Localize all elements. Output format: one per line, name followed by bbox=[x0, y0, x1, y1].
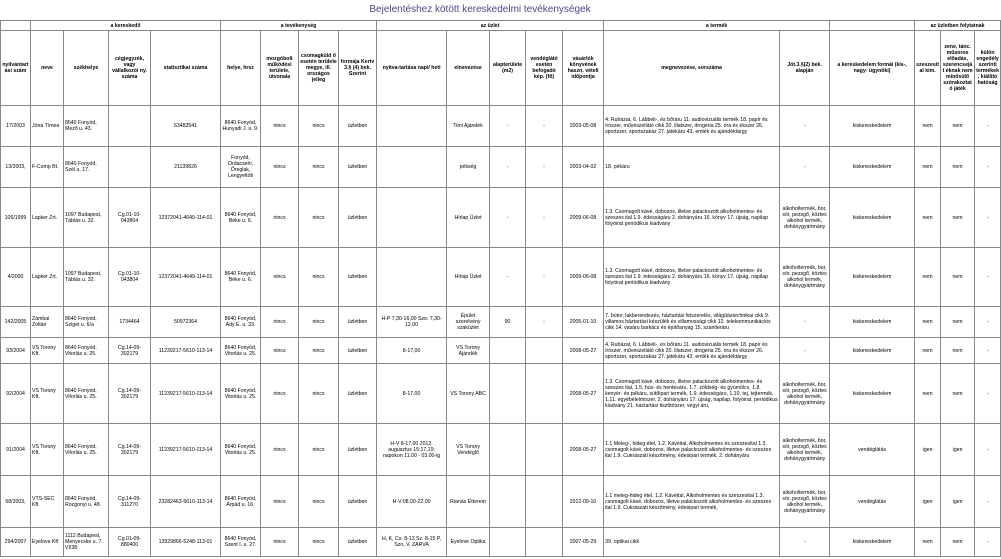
table-cell: - bbox=[780, 307, 830, 338]
table-cell: Cg.14-09-302179 bbox=[109, 424, 151, 476]
table-cell bbox=[490, 338, 526, 364]
table-cell: Épület szerelvény szaküzlet bbox=[447, 307, 490, 338]
table-cell: VS Torony Ajándék bbox=[447, 338, 490, 364]
column-header: helye, hrsz bbox=[221, 31, 261, 106]
table-cell: 1.1 meleg-hideg étel, 1.2. Kávéital, Alkoholmentes és szeszesital 1.3. csomagolt kávé, dobozos, illetve palackozott alkoholmentes- és szeszes ital 1.9. Cukrászati készítmény, édesipari termék, bbox=[604, 476, 780, 528]
table-cell: - bbox=[780, 528, 830, 557]
table-cell: H-P 7,30-16,00 Szo: 7,30-12,00 bbox=[377, 307, 447, 338]
table-cell: kiskereskedelem bbox=[830, 106, 915, 147]
table-cell: 90 bbox=[490, 307, 526, 338]
column-header: statisztikai száma bbox=[151, 31, 221, 106]
table-cell: nem bbox=[915, 528, 941, 557]
table-cell: igen bbox=[941, 476, 975, 528]
table-cell: nincs bbox=[261, 106, 299, 147]
header-row bbox=[1, 31, 1001, 106]
table-cell: 2009-06-08 bbox=[563, 188, 604, 248]
table-cell: 8640 Fonyód, Mező u. 43. bbox=[64, 106, 109, 147]
registry-table bbox=[0, 20, 1001, 557]
table-cell: H-V 8-17,00 2012. augusztus 15;17,19; napokon 11.00 - 03.00-ig bbox=[377, 424, 447, 476]
table-cell: - bbox=[490, 248, 526, 307]
table-cell: 92/2004 bbox=[1, 364, 31, 424]
table-cell: nem bbox=[915, 106, 941, 147]
table-cell: 8640 Fonyód, Rozgonyi u. 48. bbox=[64, 476, 109, 528]
table-cell bbox=[109, 106, 151, 147]
table-cell: 8640 Fonyód, Béke u. 6. bbox=[221, 188, 261, 248]
table-cell: 8640 Fonyód, Vitorlás u. 25. bbox=[64, 338, 109, 364]
table-row bbox=[1, 338, 1001, 364]
table-cell: 8-17,00 bbox=[377, 338, 447, 364]
table-cell: 8640 Fonyód, Sziget u. 6/a bbox=[64, 307, 109, 338]
table-cell: 4/2000 bbox=[1, 248, 31, 307]
table-cell: alkoholtermék, bor, sör, pezsgő, köztes alkohol termék, dohánygyártmány bbox=[780, 188, 830, 248]
table-cell: 8640 Fonyód, Hunyadi J. u. 9. bbox=[221, 106, 261, 147]
table-cell: nincs bbox=[261, 476, 299, 528]
table-cell bbox=[526, 338, 563, 364]
table-cell: - bbox=[526, 106, 563, 147]
table-cell: nincs bbox=[299, 248, 339, 307]
table-cell: 1.1 Meleg-, hideg étel, 1.2. Kávéital, Alkoholmentes és szeszesital 1.3. csomagolt kávé, dobozos, illetve palackozott alkoholmentes- és szeszes ital 1.9. Cukrászati készítmény, édesipari termék, 2. dohányáru bbox=[604, 424, 780, 476]
group-tevekenyseg: a tevékenység bbox=[221, 21, 377, 31]
table-cell: nem bbox=[915, 307, 941, 338]
table-cell: - bbox=[490, 188, 526, 248]
table-cell: - bbox=[526, 307, 563, 338]
table-cell: 23282463-5610-113-14 bbox=[151, 476, 221, 528]
column-header: neve bbox=[31, 31, 64, 106]
table-cell: Rianás Étterem bbox=[447, 476, 490, 528]
table-cell: Zámbai Zoltán bbox=[31, 307, 64, 338]
table-cell: 7. bútor, lakberendezés, háztartási felszerelés, világítástechnikai cikk 9. villamos háztartási készülék és villamossági cikk 12. telekommunikációs cikk 14. vasáru barkács és építőanyag 15. szaniteráru bbox=[604, 307, 780, 338]
table-row bbox=[1, 147, 1001, 188]
table-cell bbox=[526, 476, 563, 528]
table-cell: 8640 Fonyód, Szent I. u. 27. bbox=[221, 528, 261, 557]
table-cell: 12372041-4649-114-01 bbox=[151, 248, 221, 307]
table-cell: 1.3. Csomagolt kávé, dobozos, illetve palackozott alkoholmentes- és szeszes ital 1.9. édesságáru 2. dohányáru 16. könyv 17. újság, napilap folyóirat periódikus kiadvány bbox=[604, 188, 780, 248]
table-cell: 1734464 bbox=[109, 307, 151, 338]
column-header: megnevezése, sorszáma bbox=[604, 31, 780, 106]
table-cell: 8640 Fonyód, Vitorlás u. 25. bbox=[221, 424, 261, 476]
table-cell: pékség bbox=[447, 147, 490, 188]
table-cell: nincs bbox=[261, 307, 299, 338]
table-cell: Cg.01-10-043804 bbox=[109, 248, 151, 307]
table-cell: Eyelove Kft bbox=[31, 528, 64, 557]
table-cell: nem bbox=[941, 147, 975, 188]
column-header: vendéglátó esetén befogadó kép. (fő) bbox=[526, 31, 563, 106]
table-cell: alkoholtermék, bor, sör, pezsgő, köztes alkohol termék, dohánygyártmány bbox=[780, 364, 830, 424]
table-cell: Timi Ajándék bbox=[447, 106, 490, 147]
table-cell bbox=[526, 528, 563, 557]
table-cell: 13929866-5248-113-01 bbox=[151, 528, 221, 557]
table-cell: - bbox=[975, 106, 1001, 147]
group-empty-1 bbox=[1, 21, 31, 31]
column-header: szeszesital kim. bbox=[915, 31, 941, 106]
table-cell: 1.3. Csomagolt kávé, dobozos, illetve palackozott alkoholmentes- és szeszes ital 1.9. édesságáru 2. dohányáru 16. könyv 17. újság, napilap folyóirat periódikus kiadvány bbox=[604, 248, 780, 307]
table-cell: üzletben bbox=[339, 106, 377, 147]
table-cell: nem bbox=[915, 338, 941, 364]
table-cell: - bbox=[975, 248, 1001, 307]
table-cell: 142/2005 bbox=[1, 307, 31, 338]
table-cell: 8640 Fonyód, Árpád u. 16. bbox=[221, 476, 261, 528]
table-cell: nem bbox=[941, 188, 975, 248]
table-cell: 11239217-5610-113-14 bbox=[151, 338, 221, 364]
table-cell: 11239217-5610-113-14 bbox=[151, 424, 221, 476]
table-cell: alkoholtermék, bor, sör, pezsgő, köztes alkohol termék, dohánygyártmány bbox=[780, 424, 830, 476]
column-header: alapterülete (m2) bbox=[490, 31, 526, 106]
table-cell: H-V:08.00-22.00 bbox=[377, 476, 447, 528]
table-cell: 8640 Fonyód, Szél u. 17. bbox=[64, 147, 109, 188]
table-cell: 13/2003, bbox=[1, 147, 31, 188]
table-cell: 2008-05-27 bbox=[563, 338, 604, 364]
table-cell: 8640 Fonyód, Ady E. u. 33. bbox=[221, 307, 261, 338]
page-title: Bejelentéshez kötött kereskedelmi tevékenységek bbox=[369, 4, 591, 15]
table-cell: 93/2004 bbox=[1, 338, 31, 364]
table-cell: nem bbox=[941, 528, 975, 557]
table-cell: 2008-05-27 bbox=[563, 364, 604, 424]
table-cell: 8-17,00 bbox=[377, 364, 447, 424]
column-header: Jöt.3.§(2) bek. alapján bbox=[780, 31, 830, 106]
table-cell: nincs bbox=[299, 338, 339, 364]
table-cell: - bbox=[526, 147, 563, 188]
table-cell: 2012-09-10 bbox=[563, 476, 604, 528]
table-cell: 8640 Fonyód, Vitorlás u. 25. bbox=[221, 364, 261, 424]
table-row bbox=[1, 248, 1001, 307]
table-cell: kiskereskedelem bbox=[830, 364, 915, 424]
table-cell bbox=[490, 424, 526, 476]
group-uzlet: az üzlet bbox=[377, 21, 604, 31]
table-cell: 294/2007 bbox=[1, 528, 31, 557]
table-cell: 17/2003 bbox=[1, 106, 31, 147]
table-cell: nem bbox=[941, 248, 975, 307]
table-cell: igen bbox=[941, 424, 975, 476]
table-cell: 12372041-4649-114-01 bbox=[151, 188, 221, 248]
table-cell bbox=[526, 424, 563, 476]
table-row bbox=[1, 476, 1001, 528]
table-cell: nincs bbox=[261, 338, 299, 364]
table-cell: Cg.14-09-302179 bbox=[109, 364, 151, 424]
table-cell: - bbox=[975, 338, 1001, 364]
table-cell: 2009-06-08 bbox=[563, 248, 604, 307]
table-cell: 1097 Budapest, Táblás u. 32. bbox=[64, 248, 109, 307]
table-cell: Cg.14-09-311270 bbox=[109, 476, 151, 528]
table-row bbox=[1, 528, 1001, 557]
table-cell: nincs bbox=[299, 528, 339, 557]
table-cell: 1097 Budapest, Táblás u. 32. bbox=[64, 188, 109, 248]
table-cell bbox=[526, 364, 563, 424]
table-cell: 68/2003, bbox=[1, 476, 31, 528]
table-cell: nem bbox=[915, 147, 941, 188]
table-cell: VS Torony ABC bbox=[447, 364, 490, 424]
table-cell: 21139826 bbox=[151, 147, 221, 188]
table-cell: nincs bbox=[299, 364, 339, 424]
column-header: nyilvántart ási szám bbox=[1, 31, 31, 106]
table-cell: - bbox=[975, 476, 1001, 528]
group-folytat: az üzletben folytatnak bbox=[915, 21, 1001, 31]
table-cell: - bbox=[975, 364, 1001, 424]
table-cell: - bbox=[526, 188, 563, 248]
table-cell: vendéglátás bbox=[830, 476, 915, 528]
table-cell: VS Torony Kft. bbox=[31, 338, 64, 364]
table-cell: igen bbox=[915, 424, 941, 476]
table-cell: kiskereskedelem bbox=[830, 188, 915, 248]
table-cell: - bbox=[780, 147, 830, 188]
table-cell: - bbox=[490, 106, 526, 147]
table-row bbox=[1, 307, 1001, 338]
table-cell: Lapker Zrt. bbox=[31, 188, 64, 248]
table-cell: üzletben bbox=[339, 248, 377, 307]
table-cell: 8640 Fonyód, Vitorlás u. 25. bbox=[64, 364, 109, 424]
table-cell: üzletben bbox=[339, 364, 377, 424]
table-cell bbox=[490, 528, 526, 557]
table-cell: VS Torony Vendéglő bbox=[447, 424, 490, 476]
column-header: nyitva-tartása napi/ heti bbox=[377, 31, 447, 106]
table-cell: Cg.14-09-302179 bbox=[109, 338, 151, 364]
column-header: zene, tánc. műsoros előadás, szerencseját éknak nem minősülő szórakoztat ó játék bbox=[941, 31, 975, 106]
table-cell: üzletben bbox=[339, 476, 377, 528]
table-cell: nincs bbox=[299, 106, 339, 147]
table-cell: üzletben bbox=[339, 528, 377, 557]
table-cell: VS Torony Kft. bbox=[31, 424, 64, 476]
table-cell: - bbox=[780, 106, 830, 147]
table-cell: 1.3. Csomagolt kávé, dobozos, illetve palackozott alkoholmentes- és szeszes ital, 1.5. hús- és hentesáru, 1.7. zöldség- és gyümölcs, 1.8. kenyér- és pékáru, sütőipari termék, 1.9. édességáru, 1.10. tej, tejtermék, 1.11. egyébélelmiszer, 2. dohányáru 17. újság, napilap, folyóirat, periódikus kiadvány 21. háztartási tisztítószer, vegyi áru, bbox=[604, 364, 780, 424]
table-cell: 8640 Fonyód, Béke u. 6. bbox=[221, 248, 261, 307]
table-cell bbox=[109, 147, 151, 188]
column-header: csomagküld ő esetén területe megye, ill. országos jelleg bbox=[299, 31, 339, 106]
table-cell: nincs bbox=[261, 424, 299, 476]
table-cell bbox=[490, 364, 526, 424]
group-empty-2 bbox=[830, 21, 915, 31]
table-cell: nincs bbox=[299, 307, 339, 338]
table-cell: nem bbox=[941, 307, 975, 338]
table-cell: 91/2004 bbox=[1, 424, 31, 476]
table-cell: 2007-05-29 bbox=[563, 528, 604, 557]
table-cell: nem bbox=[941, 364, 975, 424]
table-cell: Eyelove Optika bbox=[447, 528, 490, 557]
table-cell: nincs bbox=[261, 147, 299, 188]
table-cell: kiskereskedelem bbox=[830, 338, 915, 364]
group-termek: a termék bbox=[604, 21, 830, 31]
table-cell: 106/1999 bbox=[1, 188, 31, 248]
table-cell: 63483541 bbox=[151, 106, 221, 147]
table-cell: nincs bbox=[299, 424, 339, 476]
table-cell: nincs bbox=[299, 188, 339, 248]
table-cell: 2003-05-08 bbox=[563, 106, 604, 147]
table-cell: nem bbox=[915, 248, 941, 307]
table-cell: nincs bbox=[261, 248, 299, 307]
table-body bbox=[1, 106, 1001, 557]
table-cell: F-Comp Bt. bbox=[31, 147, 64, 188]
table-row bbox=[1, 188, 1001, 248]
table-cell: nincs bbox=[261, 364, 299, 424]
table-cell: - bbox=[975, 424, 1001, 476]
table-cell: kiskereskedelem bbox=[830, 248, 915, 307]
table-cell: 11239217-5610-113-14 bbox=[151, 364, 221, 424]
table-cell bbox=[377, 106, 447, 147]
table-cell: üzletben bbox=[339, 188, 377, 248]
table-cell: 2005-01-10 bbox=[563, 307, 604, 338]
column-header: vásárlók könyvének haszn. vételi időpontja bbox=[563, 31, 604, 106]
table-row bbox=[1, 106, 1001, 147]
table-cell: nem bbox=[941, 106, 975, 147]
table-cell: nem bbox=[941, 338, 975, 364]
table-cell: H, K, Cs. 8-13 Sz. 8-15 P, Szo, V, ZÁRVA bbox=[377, 528, 447, 557]
table-cell: üzletben bbox=[339, 424, 377, 476]
table-cell: kiskereskedelem bbox=[830, 528, 915, 557]
table-cell: 2008-05-27 bbox=[563, 424, 604, 476]
table-cell: üzletben bbox=[339, 307, 377, 338]
table-cell: - bbox=[526, 248, 563, 307]
table-cell: 8640 Fonyód, Vitorlás u. 25. bbox=[64, 424, 109, 476]
table-cell: Lapker Zrt. bbox=[31, 248, 64, 307]
table-cell: - bbox=[975, 528, 1001, 557]
table-cell: üzletben bbox=[339, 147, 377, 188]
column-header: a kereskedelem formái (kis-, nagy- ügynöki) bbox=[830, 31, 915, 106]
table-cell: 4. Ruházat, 6. Lábbeli-, és bőráru 11. audiovizuális termék 18. papír és írószer, művészellátó cikk 20. illatszer, drogéria 25. óra és ékszer 26. sportszer, sportszakáz 27. játékáru 43. emlék és ajándéktárgy bbox=[604, 106, 780, 147]
column-header: mozgóbolt működési területe, útvonala bbox=[261, 31, 299, 106]
table-cell: - bbox=[975, 147, 1001, 188]
table-cell: - bbox=[780, 338, 830, 364]
table-row bbox=[1, 424, 1001, 476]
table-cell: - bbox=[490, 147, 526, 188]
table-cell: Hírlap Üzlet bbox=[447, 248, 490, 307]
table-cell: 1112 Budapest, Menyecske u. 7. VI/38. bbox=[64, 528, 109, 557]
table-cell: Cg.01-09-880400 bbox=[109, 528, 151, 557]
column-header: székhelye bbox=[64, 31, 109, 106]
table-cell: kiskereskedelem bbox=[830, 307, 915, 338]
table-cell: Cg.01-10-043804 bbox=[109, 188, 151, 248]
table-cell: üzletben bbox=[339, 338, 377, 364]
table-row bbox=[1, 364, 1001, 424]
table-cell: - bbox=[975, 188, 1001, 248]
table-cell: Jóna Tímea bbox=[31, 106, 64, 147]
table-cell bbox=[377, 248, 447, 307]
table-cell: 18. pékáru bbox=[604, 147, 780, 188]
table-cell: 2003-04-02 bbox=[563, 147, 604, 188]
table-cell: nem bbox=[915, 364, 941, 424]
table-cell: Fonyód, Ordacsehi, Öreglak, Lengyeltóti bbox=[221, 147, 261, 188]
column-header: cégjegyzék, vagy vállalkozói ny. száma bbox=[109, 31, 151, 106]
table-cell: nincs bbox=[261, 188, 299, 248]
table-cell: 50972364 bbox=[151, 307, 221, 338]
table-cell: vendéglátás bbox=[830, 424, 915, 476]
table-cell bbox=[377, 147, 447, 188]
table-cell: alkoholtermék, bor, sör, pezsgő, köztes alkohol termék, dohánygyártmány bbox=[780, 248, 830, 307]
column-header: elnevezése bbox=[447, 31, 490, 106]
table-cell bbox=[490, 476, 526, 528]
table-cell: nincs bbox=[299, 147, 339, 188]
table-cell: - bbox=[975, 307, 1001, 338]
table-cell: 8640 Fonyód, Vitorlás u. 25. bbox=[221, 338, 261, 364]
table-cell bbox=[377, 188, 447, 248]
table-cell: 39. optikai cikk bbox=[604, 528, 780, 557]
table-cell: Hírlap Üzlet bbox=[447, 188, 490, 248]
column-header: formája Kertv 3.§ (4) bek. Szerint bbox=[339, 31, 377, 106]
table-cell: VTS-SEC Kft bbox=[31, 476, 64, 528]
table-cell: nem bbox=[915, 188, 941, 248]
table-cell: nincs bbox=[261, 528, 299, 557]
table-cell: kiskereskedelem bbox=[830, 147, 915, 188]
column-header: külön engedély szerinti termékek, kiállító hatóság bbox=[975, 31, 1001, 106]
table-cell: VS Torony Kft. bbox=[31, 364, 64, 424]
table-cell: nincs bbox=[299, 476, 339, 528]
table-cell: alkoholtermék, bor, sör, pezsgő, köztes alkohol termék, dohánygyártmány bbox=[780, 476, 830, 528]
table-cell: igen bbox=[915, 476, 941, 528]
group-kereskedo: a kereskedő bbox=[31, 21, 221, 31]
table-cell: 4. Ruházat, 6. Lábbeli-, és bőráru 11. audiovizuális termék 18. papír és írószer, művészellátó cikk 20. illatszer, drogéria 25. óra és ékszer 26. sportszer, sportszakáz 27. játékáru 43. emlék és ajándéktárgy bbox=[604, 338, 780, 364]
